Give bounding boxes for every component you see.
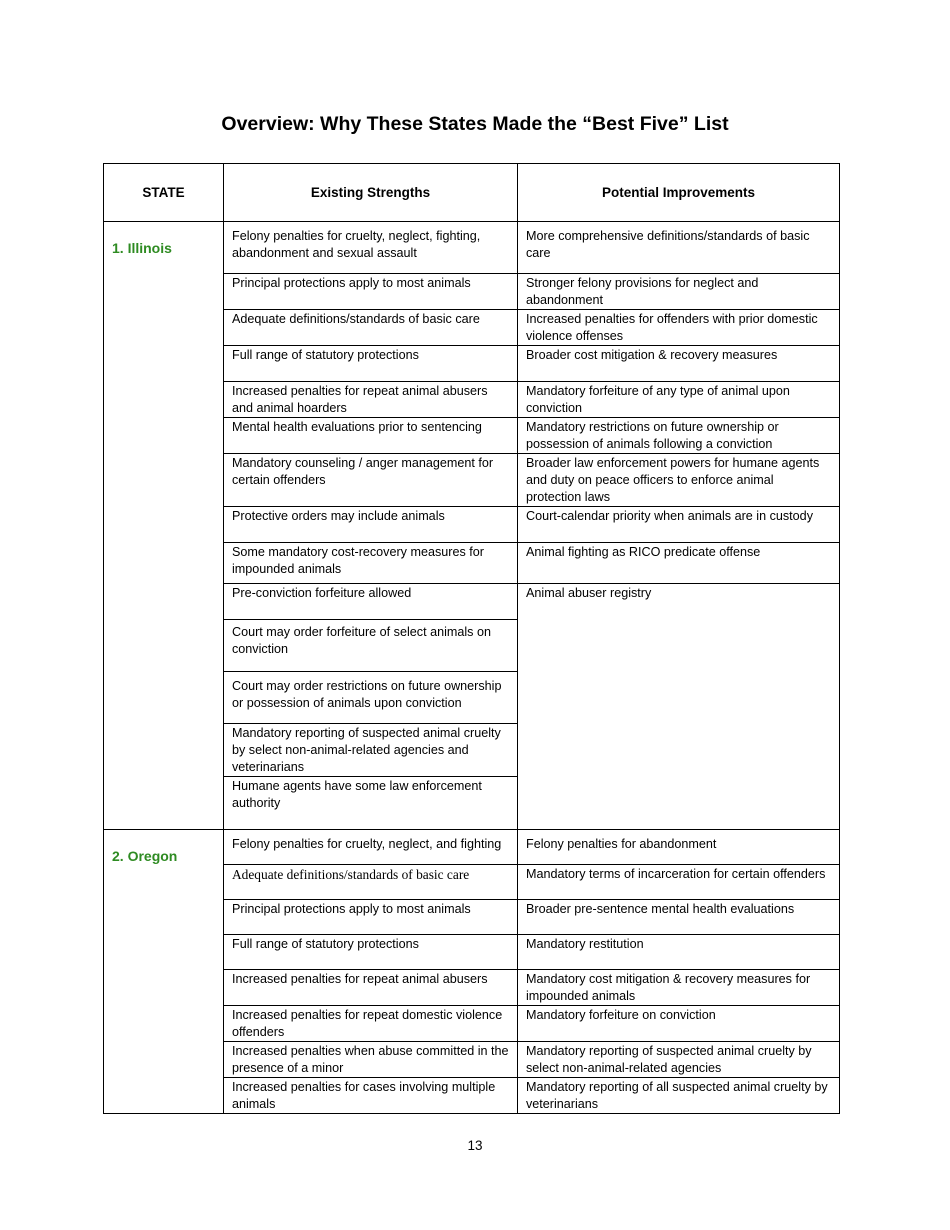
table-header-row (104, 164, 840, 222)
improvement-cell: Felony penalties for abandonment (518, 830, 840, 865)
strength-cell: Humane agents have some law enforcement authority (224, 777, 518, 830)
state-column-header: STATE (104, 164, 224, 222)
strength-cell: Felony penalties for cruelty, neglect, and fighting (224, 830, 518, 865)
strength-cell: Mandatory counseling / anger management for certain offenders (224, 454, 518, 507)
strength-cell: Increased penalties when abuse committed in the presence of a minor (224, 1042, 518, 1078)
strength-cell: Increased penalties for repeat domestic violence offenders (224, 1006, 518, 1042)
improvement-cell: Mandatory forfeiture on conviction (518, 1006, 840, 1042)
strength-cell: Full range of statutory protections (224, 346, 518, 382)
table-row (104, 830, 840, 865)
strength-cell: Increased penalties for repeat animal abusers (224, 970, 518, 1006)
strength-cell: Principal protections apply to most animals (224, 274, 518, 310)
strength-cell: Full range of statutory protections (224, 935, 518, 970)
strength-cell: Felony penalties for cruelty, neglect, fighting, abandonment and sexual assault (224, 222, 518, 274)
improvement-cell: Animal fighting as RICO predicate offense (518, 543, 840, 584)
strength-cell: Pre-conviction forfeiture allowed (224, 584, 518, 620)
improvement-cell: Mandatory cost mitigation & recovery measures for impounded animals (518, 970, 840, 1006)
strength-cell: Increased penalties for repeat animal abusers and animal hoarders (224, 382, 518, 418)
improvement-cell: More comprehensive definitions/standards of basic care (518, 222, 840, 274)
improvement-cell: Mandatory reporting of suspected animal cruelty by select non-animal-related agencies (518, 1042, 840, 1078)
improvement-cell: Broader law enforcement powers for humane agents and duty on peace officers to enforce animal protection laws (518, 454, 840, 507)
table-row (104, 222, 840, 274)
improvement-cell: Stronger felony provisions for neglect and abandonment (518, 274, 840, 310)
improvement-cell: Broader pre-sentence mental health evaluations (518, 900, 840, 935)
improvement-cell: Court-calendar priority when animals are in custody (518, 507, 840, 543)
page-number: 13 (467, 1138, 483, 1153)
improvement-cell: Mandatory restrictions on future ownership or possession of animals following a conviction (518, 418, 840, 454)
strength-cell: Court may order forfeiture of select animals on conviction (224, 620, 518, 672)
improvement-cell: Increased penalties for offenders with prior domestic violence offenses (518, 310, 840, 346)
page-title: Overview: Why These States Made the “Best Five” List (221, 113, 729, 135)
state-oregon: 2. Oregon (104, 830, 224, 1114)
improvement-cell: Animal abuser registry (518, 584, 840, 830)
strength-cell: Mental health evaluations prior to sentencing (224, 418, 518, 454)
strengths-column-header: Existing Strengths (224, 164, 518, 222)
state-illinois: 1. Illinois (104, 222, 224, 830)
states-overview-table (103, 163, 840, 1114)
strength-cell: Increased penalties for cases involving multiple animals (224, 1078, 518, 1114)
strength-cell: Adequate definitions/standards of basic care (224, 865, 518, 900)
strength-cell: Adequate definitions/standards of basic care (224, 310, 518, 346)
improvement-cell: Broader cost mitigation & recovery measures (518, 346, 840, 382)
strength-cell: Court may order restrictions on future ownership or possession of animals upon conviction (224, 672, 518, 724)
strength-cell: Some mandatory cost-recovery measures for impounded animals (224, 543, 518, 584)
improvement-cell: Mandatory forfeiture of any type of animal upon conviction (518, 382, 840, 418)
strength-cell: Mandatory reporting of suspected animal cruelty by select non-animal-related agencies and veterinarians (224, 724, 518, 777)
strength-cell: Principal protections apply to most animals (224, 900, 518, 935)
improvements-column-header: Potential Improvements (518, 164, 840, 222)
improvement-cell: Mandatory restitution (518, 935, 840, 970)
improvement-cell: Mandatory reporting of all suspected animal cruelty by veterinarians (518, 1078, 840, 1114)
improvement-cell: Mandatory terms of incarceration for certain offenders (518, 865, 840, 900)
strength-cell: Protective orders may include animals (224, 507, 518, 543)
